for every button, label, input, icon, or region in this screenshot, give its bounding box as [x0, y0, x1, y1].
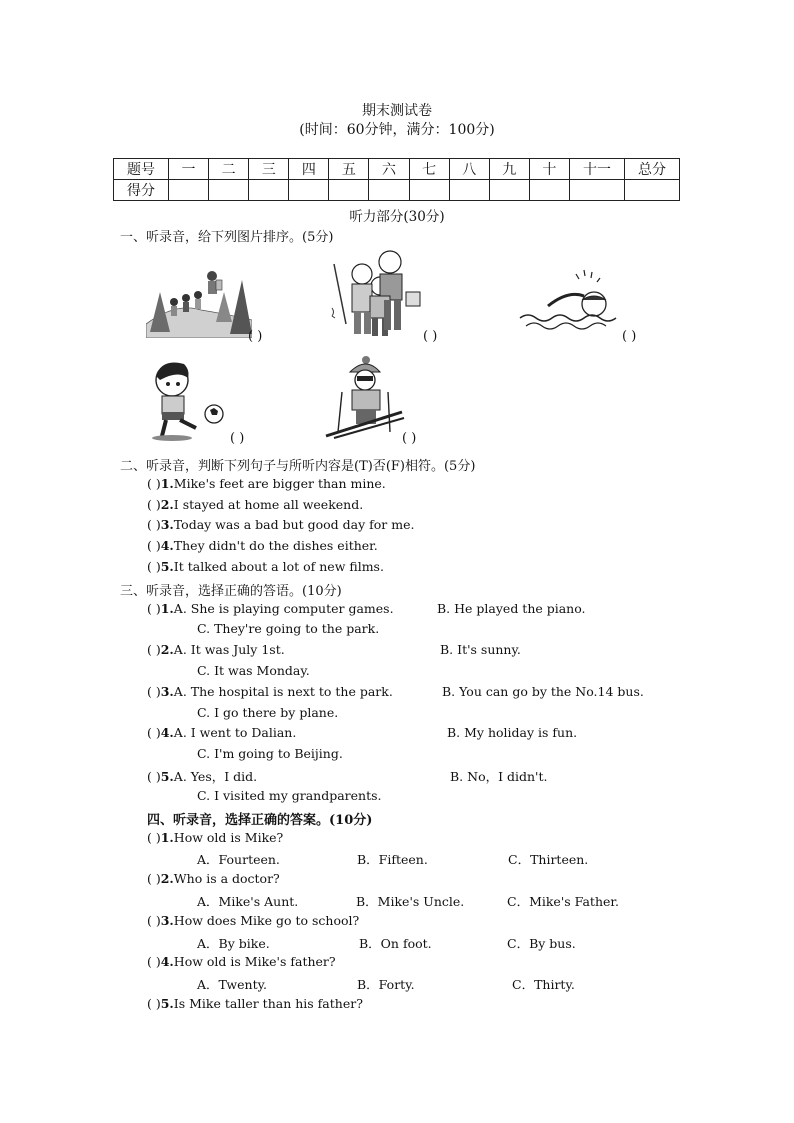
option-c: C. I go there by plane. — [197, 705, 339, 720]
answer-blank[interactable]: ( ) — [402, 431, 417, 446]
score-cell: 一 — [169, 159, 209, 180]
score-input-cell[interactable] — [369, 180, 409, 201]
option-b: B. You can go by the No.14 bus. — [442, 684, 644, 699]
option-b: B. He played the piano. — [437, 601, 586, 616]
score-cell: 十 — [529, 159, 569, 180]
list-item — [147, 538, 378, 553]
list-item — [147, 559, 384, 574]
option-a: A．Twenty. — [197, 977, 267, 992]
score-cell: 七 — [409, 159, 449, 180]
answer-blank[interactable]: ( ) — [147, 954, 161, 969]
question-number: 3. — [160, 913, 174, 928]
option-a: A. Yes，I did. — [173, 769, 258, 784]
option-a: A. She is playing computer games. — [173, 601, 394, 616]
question-number: 4. — [160, 954, 174, 969]
list-item — [147, 954, 336, 969]
question-text: How old is Mike? — [173, 830, 284, 845]
score-cell: 四 — [289, 159, 329, 180]
question-text: Is Mike taller than his father? — [173, 996, 363, 1011]
answer-blank[interactable]: ( ) — [147, 517, 161, 532]
score-cell: 十一 — [570, 159, 625, 180]
swimming-icon — [518, 266, 618, 336]
option-b: B．Forty. — [357, 977, 415, 992]
soccer-boy-icon — [148, 358, 232, 442]
hiking-icon — [146, 262, 252, 338]
question-number: 3. — [160, 684, 174, 699]
score-cell: 三 — [249, 159, 289, 180]
answer-blank[interactable]: ( ) — [147, 913, 161, 928]
answer-blank[interactable]: ( ) — [147, 601, 161, 616]
question-text: They didn't do the dishes either. — [173, 538, 378, 553]
option-b: B．Fifteen. — [357, 852, 428, 867]
question-number: 1. — [160, 476, 174, 491]
score-cell: 题号 — [114, 159, 169, 180]
score-input-cell[interactable] — [289, 180, 329, 201]
score-cell: 六 — [369, 159, 409, 180]
score-cell: 八 — [449, 159, 489, 180]
answer-blank[interactable]: ( ) — [147, 996, 161, 1011]
answer-blank[interactable]: ( ) — [147, 476, 161, 491]
answer-blank[interactable]: ( ) — [147, 497, 161, 512]
score-input-cell[interactable] — [529, 180, 569, 201]
option-c: C. It was Monday. — [197, 663, 310, 678]
score-cell: 总分 — [625, 159, 680, 180]
answer-blank[interactable]: ( ) — [230, 431, 245, 446]
section1-heading: 一、听录音，给下列图片排序。(5分) — [120, 230, 334, 245]
answer-blank[interactable]: ( ) — [147, 642, 161, 657]
question-number: 4. — [160, 725, 174, 740]
answer-blank[interactable]: ( ) — [147, 769, 161, 784]
answer-blank[interactable]: ( ) — [147, 559, 161, 574]
question-text: Today was a bad but good day for me. — [173, 517, 415, 532]
question-number: 2. — [160, 871, 174, 886]
list-item — [147, 725, 296, 740]
page-subtitle: (时间：60分钟，满分：100分) — [299, 122, 495, 138]
page-title: 期末测试卷 — [362, 103, 432, 119]
option-c: C．By bus. — [507, 936, 576, 951]
option-c: C. They're going to the park. — [197, 621, 380, 636]
option-a: A．Mike's Aunt. — [197, 894, 299, 909]
score-input-cell[interactable] — [169, 180, 209, 201]
score-cell: 二 — [209, 159, 249, 180]
list-item — [147, 913, 359, 928]
question-text: It talked about a lot of new films. — [173, 559, 384, 574]
option-a: A．Fourteen. — [197, 852, 280, 867]
question-text: Mike's feet are bigger than mine. — [173, 476, 386, 491]
question-text: Who is a doctor? — [173, 871, 280, 886]
score-input-cell[interactable] — [209, 180, 249, 201]
list-item — [147, 996, 363, 1011]
score-row-label: 得分 — [114, 180, 169, 201]
score-input-cell[interactable] — [570, 180, 625, 201]
option-a: A. The hospital is next to the park. — [173, 684, 393, 699]
score-cell: 九 — [489, 159, 529, 180]
option-c: C．Thirty. — [512, 977, 575, 992]
question-number: 2. — [160, 642, 174, 657]
list-item — [147, 476, 386, 491]
question-number: 1. — [160, 830, 174, 845]
score-input-cell[interactable] — [409, 180, 449, 201]
answer-blank[interactable]: ( ) — [147, 538, 161, 553]
option-c: C．Thirteen. — [508, 852, 589, 867]
answer-blank[interactable]: ( ) — [423, 329, 438, 344]
option-b: B．Mike's Uncle. — [356, 894, 465, 909]
answer-blank[interactable]: ( ) — [147, 684, 161, 699]
question-number: 5. — [160, 996, 174, 1011]
list-item — [147, 830, 283, 845]
option-c: C．Mike's Father. — [507, 894, 619, 909]
answer-blank[interactable]: ( ) — [147, 871, 161, 886]
option-b: B．On foot. — [359, 936, 432, 951]
option-a: A. I went to Dalian. — [173, 725, 297, 740]
section2-heading: 二、听录音，判断下列句子与所听内容是(T)否(F)相符。(5分) — [120, 459, 476, 474]
score-table-header-row — [114, 159, 680, 180]
answer-blank[interactable]: ( ) — [622, 329, 637, 344]
answer-blank[interactable]: ( ) — [248, 329, 263, 344]
list-item — [147, 767, 257, 785]
option-b: B. My holiday is fun. — [447, 725, 578, 740]
list-item — [147, 517, 414, 532]
option-c: C. I'm going to Beijing. — [197, 746, 343, 761]
option-c: C. I visited my grandparents. — [197, 788, 382, 803]
list-item — [147, 642, 285, 657]
listening-section-title: 听力部分(30分) — [349, 209, 445, 225]
section4-heading: 四、听录音，选择正确的答案。(10分) — [147, 813, 373, 828]
option-b: B. No，I didn't. — [450, 769, 548, 784]
question-number: 4. — [160, 538, 174, 553]
score-input-cell[interactable] — [625, 180, 680, 201]
score-input-cell[interactable] — [489, 180, 529, 201]
list-item — [147, 497, 363, 512]
question-text: I stayed at home all weekend. — [173, 497, 364, 512]
score-cell: 五 — [329, 159, 369, 180]
score-input-cell[interactable] — [449, 180, 489, 201]
score-input-cell[interactable] — [329, 180, 369, 201]
option-a: A．By bike. — [197, 936, 270, 951]
option-a: A. It was July 1st. — [173, 642, 285, 657]
question-number: 2. — [160, 497, 174, 512]
question-number: 1. — [160, 601, 174, 616]
fishing-family-icon — [328, 244, 428, 340]
answer-blank[interactable]: ( ) — [147, 830, 161, 845]
list-item — [147, 601, 394, 616]
score-table — [113, 158, 680, 201]
question-number: 5. — [160, 559, 174, 574]
list-item — [147, 871, 280, 886]
skiing-icon — [322, 352, 406, 440]
answer-blank[interactable]: ( ) — [147, 725, 161, 740]
question-number: 3. — [160, 517, 174, 532]
question-number: 5. — [160, 769, 174, 784]
list-item — [147, 684, 393, 699]
score-input-cell[interactable] — [249, 180, 289, 201]
question-text: How old is Mike's father? — [173, 954, 336, 969]
section3-heading: 三、听录音，选择正确的答语。(10分) — [120, 584, 342, 599]
question-text: How does Mike go to school? — [173, 913, 360, 928]
option-b: B. It's sunny. — [440, 642, 521, 657]
score-table-score-row — [114, 180, 680, 201]
